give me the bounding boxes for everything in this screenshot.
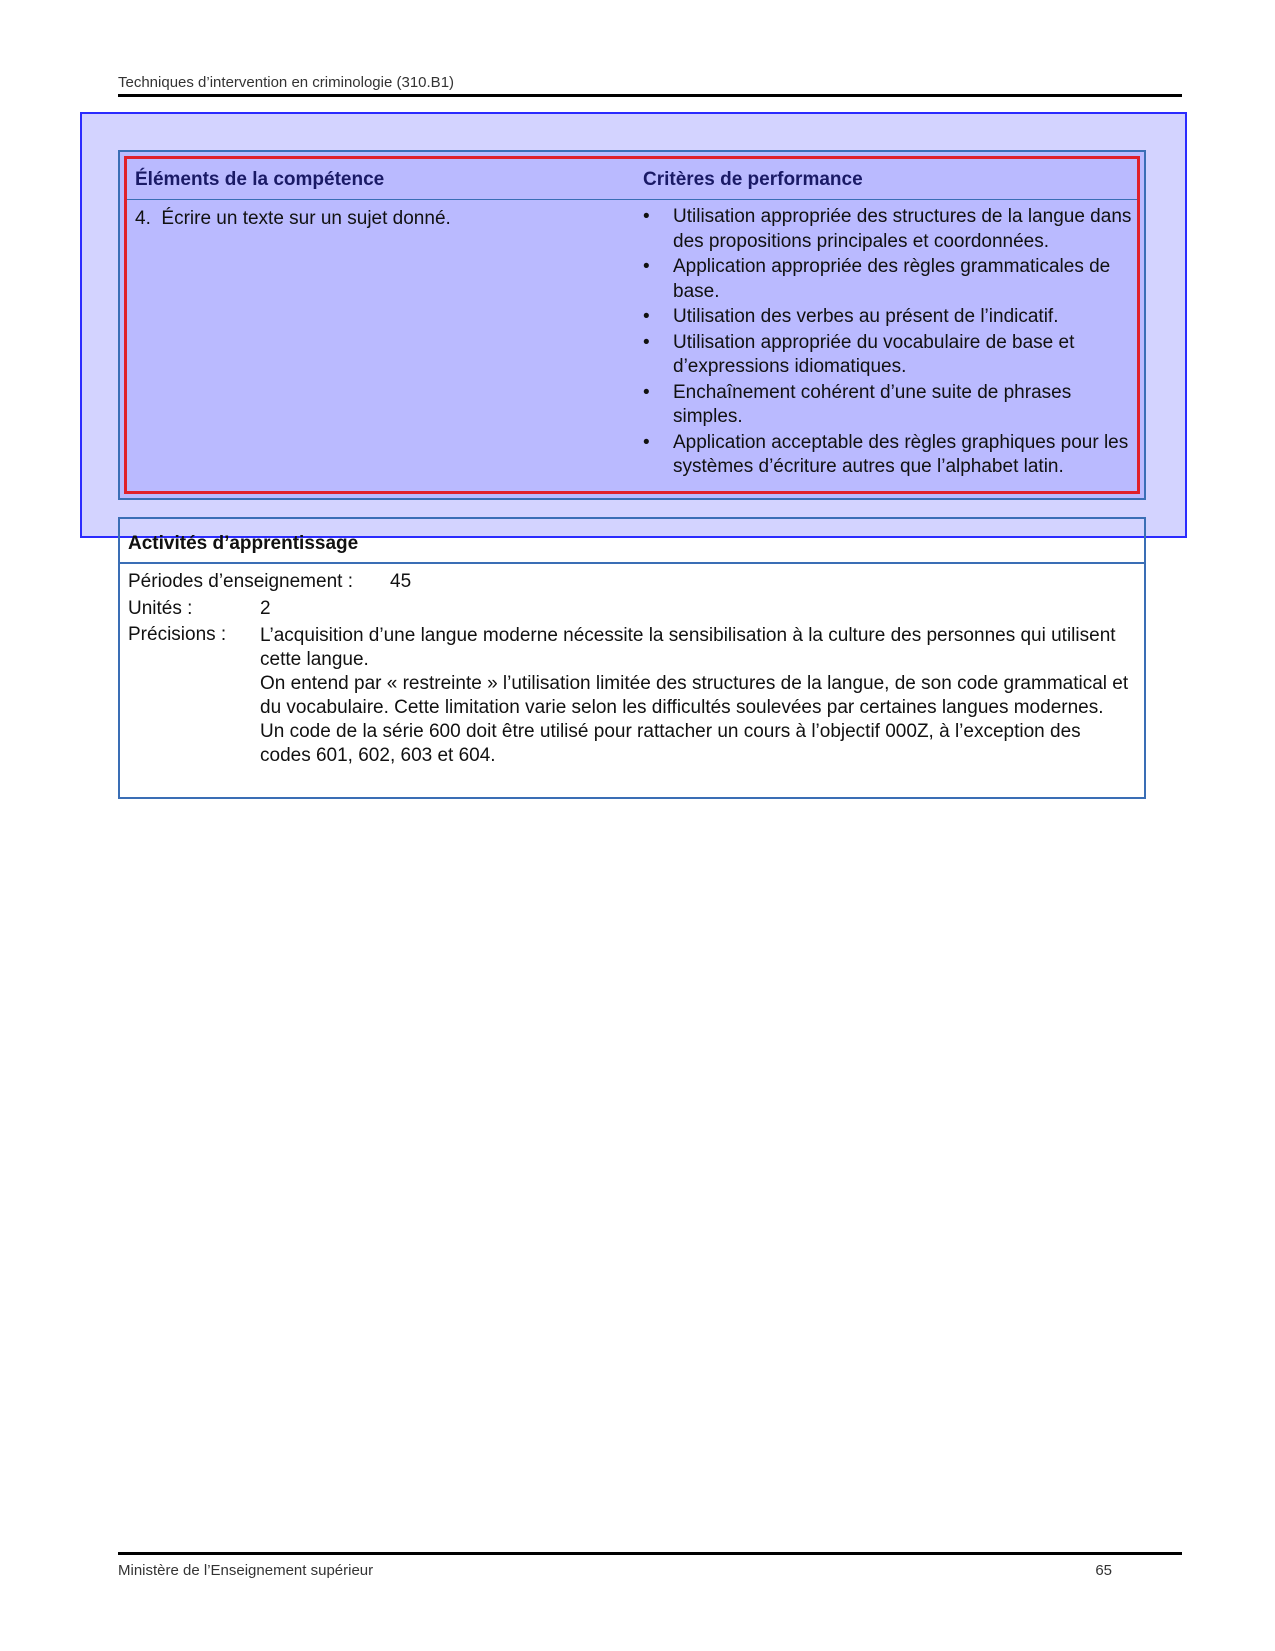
units-row	[128, 598, 271, 620]
competence-element: 4. Écrire un texte sur un sujet donné.	[135, 208, 451, 229]
precision-paragraph: L’acquisition d’une langue moderne nécessite la sensibilisation à la culture des personnes qui utilisent cette langue.	[260, 625, 1116, 670]
page-footer	[118, 1552, 1182, 1580]
criterion-text: Application acceptable des règles graphiques pour les systèmes d’écriture autres que l’alphabet latin.	[673, 431, 1129, 477]
precisions-label: Précisions :	[128, 624, 227, 645]
header-divider	[127, 199, 1137, 200]
list-item	[643, 331, 1143, 380]
criterion-text: Application appropriée des règles grammaticales de base.	[673, 256, 1111, 302]
bullet-icon: •	[643, 306, 650, 327]
bullet-icon: •	[643, 206, 650, 227]
bullet-icon: •	[643, 331, 650, 353]
column-header-criteria: Critères de performance	[643, 169, 863, 190]
periods-value: 45	[390, 571, 412, 592]
criterion-text: Utilisation appropriée des structures de la langue dans des propositions principales et coordonnées.	[673, 206, 1132, 252]
periods-label: Périodes d’enseignement :	[128, 571, 353, 592]
precisions-body	[260, 624, 1130, 768]
precision-paragraph: Un code de la série 600 doit être utilisé pour rattacher un cours à l’objectif 000Z, à l’exception des codes 601, 602, 603 et 604.	[260, 721, 1081, 766]
list-item	[643, 381, 1143, 430]
criteria-list	[643, 205, 1143, 481]
list-item	[643, 431, 1143, 480]
units-value: 2	[260, 598, 271, 619]
criterion-text: Utilisation des verbes au présent de l’indicatif.	[673, 306, 1059, 327]
bullet-icon: •	[643, 256, 650, 277]
activities-divider	[120, 562, 1144, 564]
criterion-text: Utilisation appropriée du vocabulaire de base et d’expressions idiomatiques.	[673, 331, 1075, 377]
competence-table	[118, 150, 1146, 500]
list-item	[643, 255, 1143, 304]
bullet-icon: •	[643, 431, 650, 453]
footer-ministry: Ministère de l’Enseignement supérieur	[118, 1562, 374, 1579]
page-number: 65	[1095, 1562, 1112, 1579]
competence-highlight-frame	[124, 156, 1140, 494]
precision-paragraph: On entend par « restreinte » l’utilisation limitée des structures de la langue, de son code grammatical et du vocabulaire. Cette limitation varie selon les difficultés soulevées par certaines langues modernes.	[260, 673, 1129, 718]
activities-table	[118, 517, 1146, 799]
header-title: Techniques d’intervention en criminologie (310.B1)	[118, 74, 1182, 97]
criterion-text: Enchaînement cohérent d’une suite de phrases simples.	[673, 381, 1072, 427]
page-header	[118, 74, 1182, 97]
units-label: Unités :	[128, 598, 193, 619]
list-item	[643, 205, 1143, 254]
bullet-icon: •	[643, 381, 650, 403]
activities-title: Activités d’apprentissage	[128, 533, 359, 554]
periods-row	[128, 571, 411, 593]
list-item	[643, 305, 1143, 330]
column-header-elements: Éléments de la compétence	[135, 169, 385, 190]
